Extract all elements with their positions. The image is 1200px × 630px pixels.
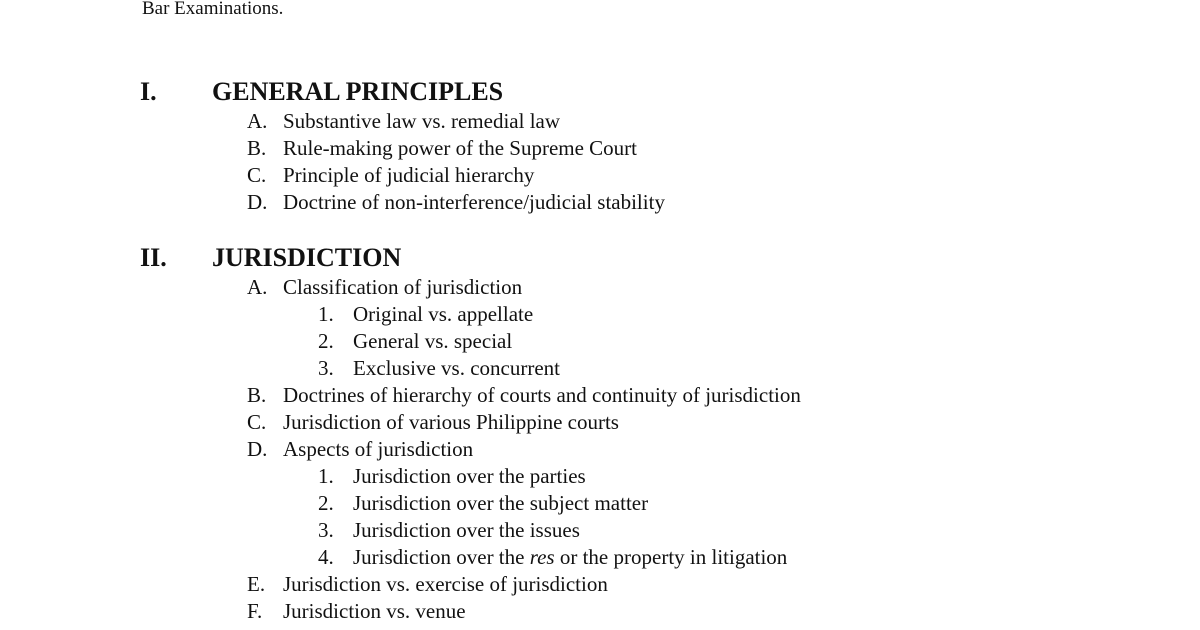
item-marker: D. <box>247 437 268 461</box>
item-marker: D. <box>247 190 268 214</box>
item-text: Rule-making power of the Supreme Court <box>283 136 638 160</box>
subitem-marker: 2. <box>318 329 334 353</box>
outline-item <box>0 598 1200 625</box>
section-number: I. <box>140 77 157 106</box>
outline-item <box>0 108 1200 135</box>
item-marker: C. <box>247 163 267 187</box>
outline-item <box>0 274 1200 301</box>
item-text: Jurisdiction of various Philippine courts <box>283 410 619 434</box>
subitem-text: Exclusive vs. concurrent <box>353 356 561 380</box>
item-marker: E. <box>247 572 266 596</box>
subitem-text-after: or the property in litigation <box>554 545 788 569</box>
subitem-text-italic: res <box>529 545 555 569</box>
item-text: Jurisdiction vs. exercise of jurisdiction <box>283 572 608 596</box>
outline-list <box>0 274 1200 625</box>
outline-subitem <box>0 463 1200 490</box>
subitem-text: General vs. special <box>353 329 513 353</box>
section-jurisdiction <box>0 242 1200 625</box>
subitem-text: Jurisdiction over the issues <box>353 518 580 542</box>
subitem-marker: 3. <box>318 356 334 380</box>
outline-item <box>0 189 1200 216</box>
intro-text: Bar Examinations. <box>142 0 284 19</box>
section-heading <box>0 242 1200 274</box>
subitem-text-before: Jurisdiction over the <box>353 545 530 569</box>
item-text: Principle of judicial hierarchy <box>283 163 535 187</box>
outline-item <box>0 409 1200 436</box>
item-marker: A. <box>247 109 268 133</box>
subitem-text <box>353 544 787 571</box>
section-title: JURISDICTION <box>212 243 402 272</box>
outline-subitem <box>0 355 1200 382</box>
section-general-principles <box>0 76 1200 216</box>
subitem-marker: 3. <box>318 518 334 542</box>
subitem-text: Original vs. appellate <box>353 302 534 326</box>
outline-item <box>0 436 1200 463</box>
outline-item <box>0 571 1200 598</box>
subitem-marker: 4. <box>318 545 334 569</box>
outline-item <box>0 382 1200 409</box>
section-number: II. <box>140 243 167 272</box>
outline-list <box>0 108 1200 216</box>
outline-subitem <box>0 490 1200 517</box>
subitem-marker: 1. <box>318 302 334 326</box>
outline-item <box>0 162 1200 189</box>
item-text: Classification of jurisdiction <box>283 275 523 299</box>
item-text: Aspects of jurisdiction <box>283 437 474 461</box>
outline-subitem <box>0 328 1200 355</box>
outline-item <box>0 135 1200 162</box>
subitem-marker: 2. <box>318 491 334 515</box>
outline-subitem <box>0 301 1200 328</box>
outline-subitem <box>0 544 1200 571</box>
subitem-marker: 1. <box>318 464 334 488</box>
subitem-text: Jurisdiction over the parties <box>353 464 586 488</box>
item-text: Doctrine of non-interference/judicial stability <box>283 190 665 214</box>
item-marker: B. <box>247 136 267 160</box>
item-marker: B. <box>247 383 267 407</box>
section-heading <box>0 76 1200 108</box>
item-text: Substantive law vs. remedial law <box>283 109 561 133</box>
item-marker: F. <box>247 599 263 623</box>
item-marker: C. <box>247 410 267 434</box>
subitem-text: Jurisdiction over the subject matter <box>353 491 649 515</box>
item-text: Doctrines of hierarchy of courts and continuity of jurisdiction <box>283 383 801 407</box>
item-marker: A. <box>247 275 268 299</box>
section-title: GENERAL PRINCIPLES <box>212 77 504 106</box>
outline-subitem <box>0 517 1200 544</box>
item-text: Jurisdiction vs. venue <box>283 599 466 623</box>
